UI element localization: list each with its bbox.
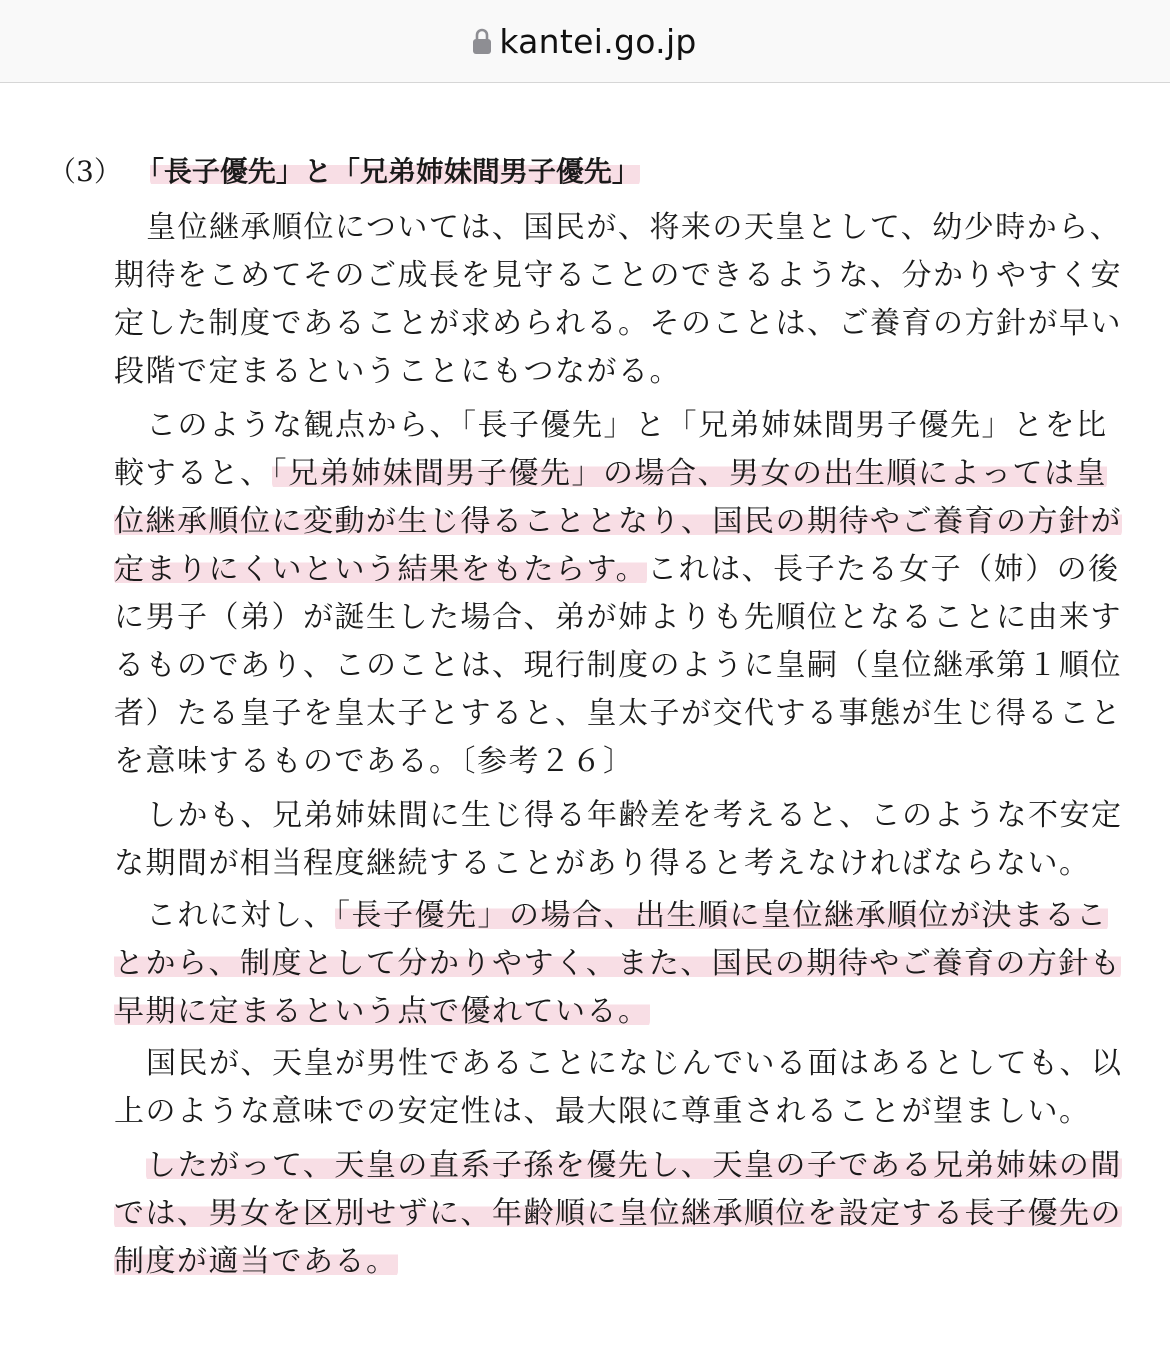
text-line (114, 1088, 1104, 1136)
text-line (114, 1040, 1123, 1088)
text-line (114, 450, 1107, 498)
paragraph (114, 892, 1122, 1036)
body-text: 皇位継承順位については、国民が、将来の天皇として、幼少時から、 (146, 210, 1122, 245)
body-text: 期待をこめてそのご成長を見守ることのできるような、分かりやすく安 (114, 258, 1122, 293)
body-text: これに対し、 (146, 898, 335, 933)
body-text: 上のような意味での安定性は、最大限に尊重されることが望ましい。 (114, 1094, 1091, 1129)
paragraph (114, 1142, 1122, 1286)
paragraph (114, 402, 1122, 786)
highlighted-text: 「兄弟姉妹間男子優先」の場合、男女の出生順によっては皇 (271, 456, 1107, 491)
body-text: を意味するものである。〔参考２６〕 (114, 744, 635, 779)
lock-icon (473, 28, 491, 54)
url-text: kantei.go.jp (499, 21, 697, 61)
text-line (114, 690, 1122, 738)
text-line (114, 940, 1122, 988)
highlighted-text: では、男女を区別せずに、年齢順に皇位継承順位を設定する長子優先の (114, 1196, 1122, 1231)
text-line (114, 840, 1104, 888)
text-line (114, 402, 1108, 450)
section-title: 「長子優先」と「兄弟姉妹間男子優先」 (149, 155, 640, 188)
highlighted-text: とから、制度として分かりやすく、また、国民の期待やご養育の方針も (114, 946, 1122, 981)
paragraph (114, 204, 1122, 396)
body-text: な期間が相当程度継続することがあり得ると考えなければならない。 (114, 846, 1091, 881)
body-text: 定した制度であることが求められる。そのことは、ご養育の方針が早い (114, 306, 1122, 341)
paragraph (114, 792, 1123, 888)
body-text: 較すると、 (114, 456, 272, 491)
text-line (114, 738, 1104, 786)
body-text: るものであり、このことは、現行制度のように皇嗣（皇位継承第１順位 (114, 648, 1122, 683)
text-line (114, 988, 1104, 1036)
highlighted-text: 位継承順位に変動が生じ得ることとなり、国民の期待やご養育の方針が (114, 504, 1122, 539)
text-line (114, 1238, 1104, 1286)
body-text: 国民が、天皇が男性であることになじんでいる面はあるとしても、以 (146, 1046, 1123, 1081)
body-text: に男子（弟）が誕生した場合、弟が姉よりも先順位となることに由来す (114, 600, 1122, 635)
text-line (114, 594, 1122, 642)
text-line (114, 642, 1122, 690)
url-display[interactable] (473, 22, 696, 61)
section-heading (48, 152, 1148, 192)
section-number: （3） (48, 155, 122, 188)
text-line (114, 792, 1123, 840)
body-text: 段階で定まるということにもつながる。 (114, 354, 681, 389)
text-line (114, 252, 1122, 300)
highlighted-text: 定まりにくいという結果をもたらす。 (114, 552, 648, 587)
paragraph (114, 1040, 1123, 1136)
highlighted-text: 「長子優先」の場合、出生順に皇位継承順位が決まるこ (335, 898, 1108, 933)
text-line (114, 498, 1122, 546)
address-bar[interactable] (0, 0, 1170, 83)
text-line (114, 348, 1104, 396)
body-text: 者）たる皇子を皇太子とすると、皇太子が交代する事態が生じ得ること (114, 696, 1122, 731)
highlighted-text: 早期に定まるという点で優れている。 (114, 994, 650, 1029)
body-text: このような観点から、「長子優先」と「兄弟姉妹間男子優先」とを比 (146, 408, 1108, 443)
body-text: しかも、兄弟姉妹間に生じ得る年齢差を考えると、このような不安定 (146, 798, 1123, 833)
highlighted-text: 制度が適当である。 (114, 1244, 398, 1279)
text-line (114, 546, 1120, 594)
text-line (114, 300, 1122, 348)
text-line (114, 1190, 1122, 1238)
body-text: これは、長子たる女子（姉）の後 (647, 552, 1120, 587)
text-line (114, 204, 1122, 252)
highlighted-text: したがって、天皇の直系子孫を優先し、天皇の子である兄弟姉妹の間 (146, 1148, 1122, 1183)
text-line (114, 1142, 1122, 1190)
text-line (114, 892, 1108, 940)
